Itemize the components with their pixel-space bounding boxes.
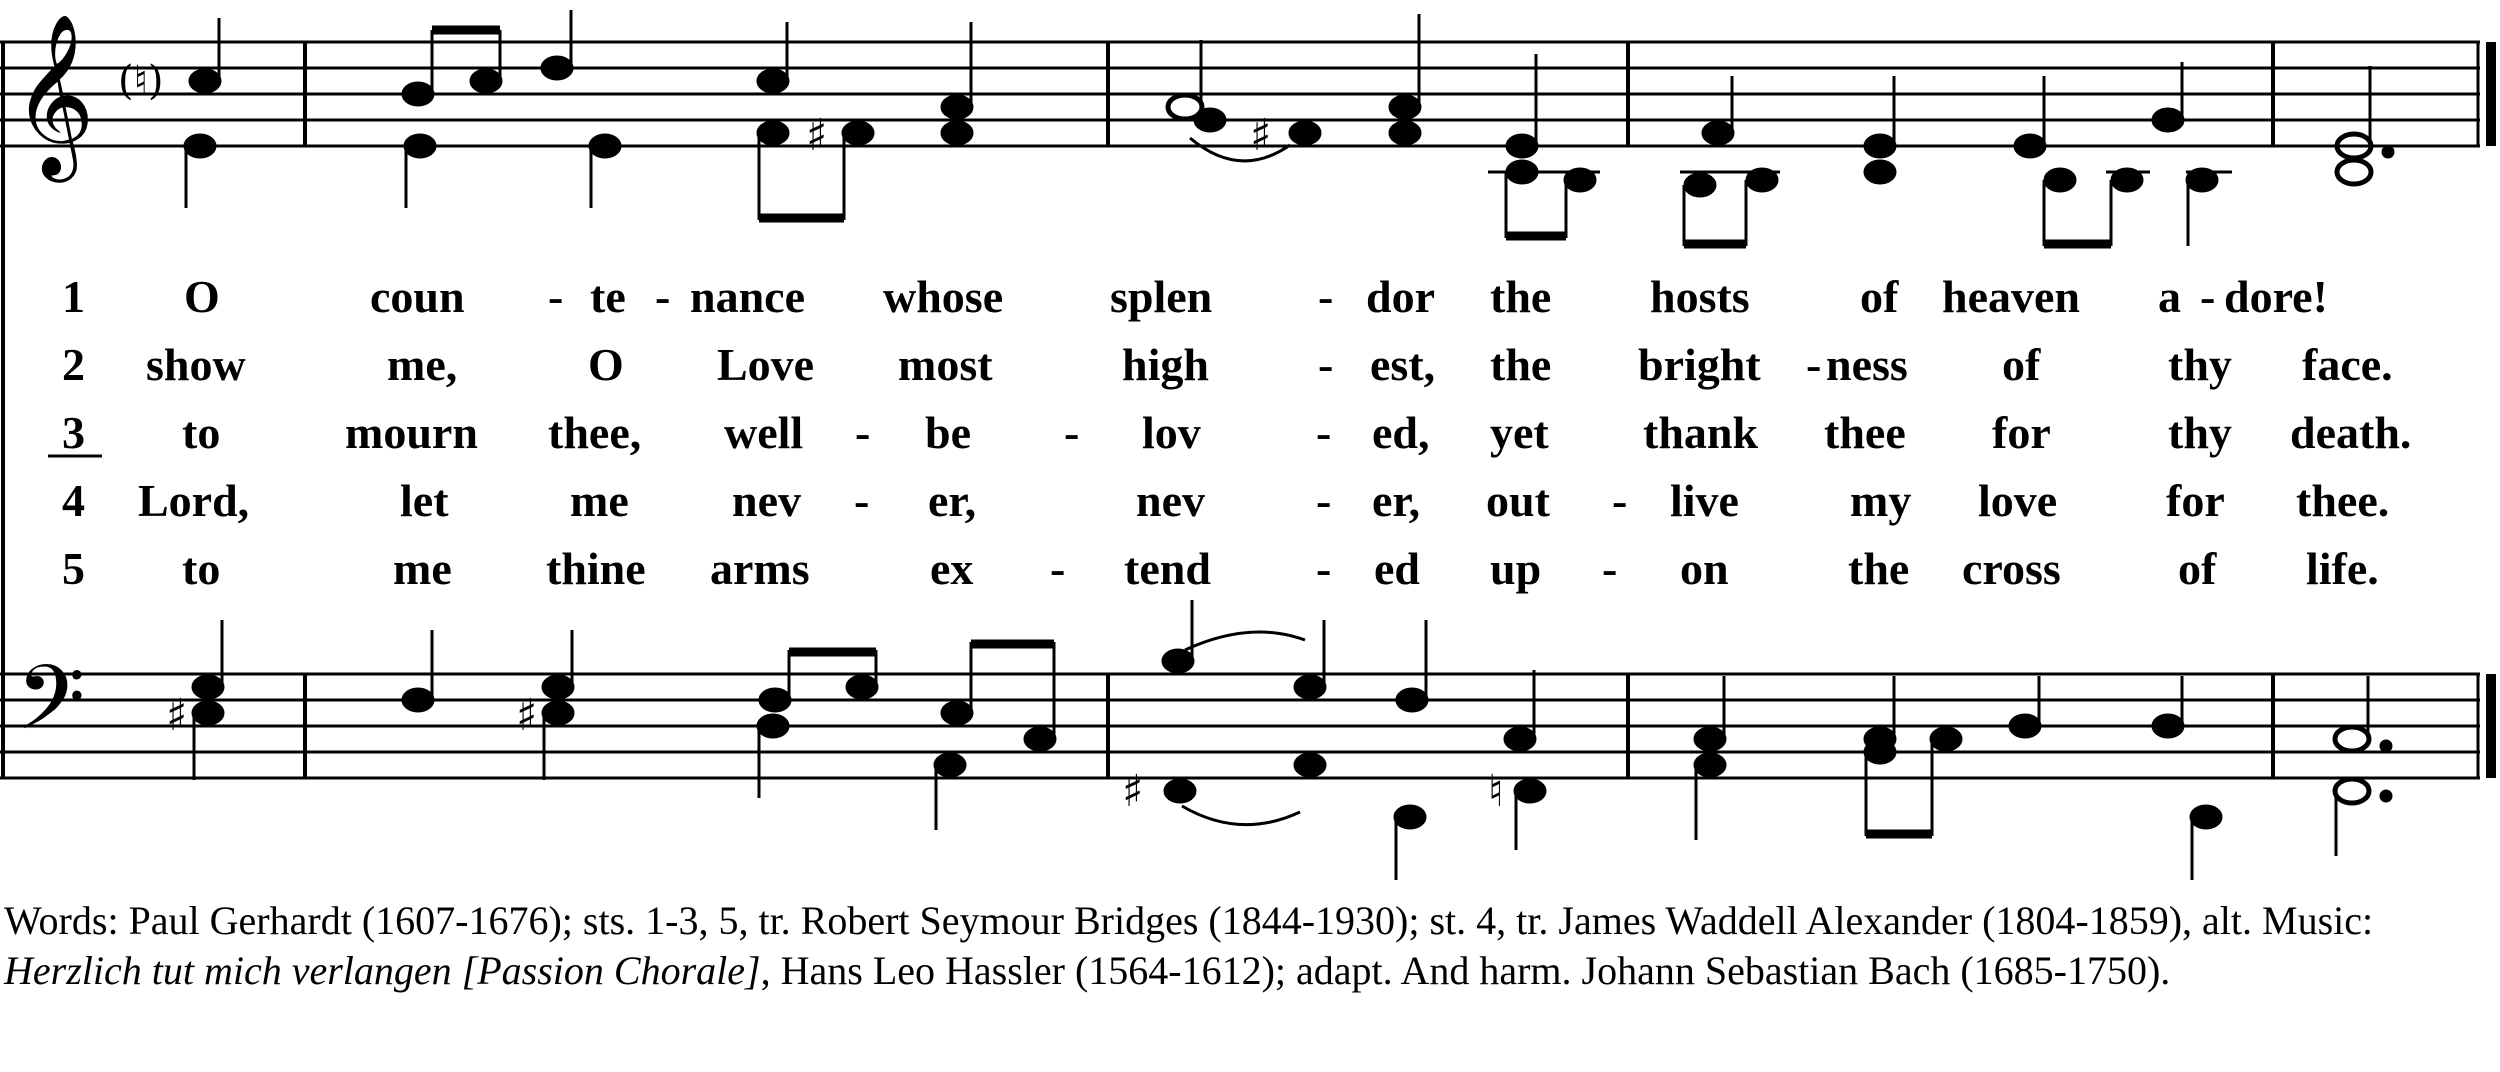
lyric-syllable: thy — [2168, 339, 2232, 390]
lyric-syllable: show — [146, 339, 246, 390]
lyric-syllable: me — [393, 543, 452, 594]
treble-staff — [0, 42, 2480, 146]
lyric-syllable: - — [1318, 271, 1334, 322]
lyric-syllable: - — [1612, 475, 1628, 526]
lyric-syllable: high — [1122, 339, 1209, 390]
lyric-syllable: let — [400, 475, 449, 526]
credits-words: Words: Paul Gerhardt (1607-1676); sts. 1-3, 5, tr. Robert Seymour Bridges (1844-1930); st. 4, tr. James Waddell Alexander (1804-1859), alt. Music: — [4, 898, 2374, 943]
sharp-icon: ♯ — [1250, 110, 1272, 161]
credits-music: , Hans Leo Hassler (1564-1612); adapt. And harm. Johann Sebastian Bach (1685-1750). — [760, 948, 2171, 993]
lyric-syllable: thank — [1643, 407, 1759, 458]
lyric-syllable: thee, — [548, 407, 642, 458]
stanza-number: 3 — [62, 407, 85, 458]
lyric-syllable: Love — [717, 339, 815, 390]
lyric-syllable: up — [1490, 543, 1542, 594]
lyric-syllable: - — [1316, 407, 1332, 458]
lyric-syllable: - — [1602, 543, 1618, 594]
lyric-syllable: lov — [1142, 407, 1201, 458]
lyric-syllable: cross — [1962, 543, 2061, 594]
lyric-syllable: my — [1850, 475, 1912, 526]
lyric-syllable: splen — [1110, 271, 1213, 322]
lyric-syllable: heaven — [1942, 271, 2080, 322]
lyric-syllable: ness — [1826, 339, 1908, 390]
lyric-syllable: O — [184, 271, 220, 322]
stanza-1 — [184, 271, 2328, 322]
stanza-4 — [138, 475, 2389, 526]
lyric-syllable: - — [1064, 407, 1080, 458]
lyric-syllable: ed, — [1372, 407, 1430, 458]
tune-name: Herzlich tut mich verlangen [Passion Chorale] — [4, 948, 761, 993]
lyric-syllable: thee. — [2296, 475, 2390, 526]
lyric-syllable: arms — [710, 543, 810, 594]
lyric-syllable: most — [898, 339, 993, 390]
lyric-syllable: of — [2178, 543, 2217, 594]
lyric-syllable: the — [1490, 271, 1552, 322]
lyric-syllable: of — [1860, 271, 1899, 322]
lyric-syllable: the — [1490, 339, 1552, 390]
lyric-syllable: - — [1050, 543, 1066, 594]
treble-clef-icon: 𝄞 — [12, 13, 95, 176]
lyric-syllable: - — [1806, 339, 1822, 390]
stanza-number: 4 — [62, 475, 85, 526]
stanza-5 — [182, 543, 2379, 594]
lyric-syllable: thee — [1824, 407, 1906, 458]
lyric-syllable: - — [548, 271, 564, 322]
lyric-syllable: est, — [1370, 339, 1436, 390]
lyric-syllable: nev — [732, 475, 801, 526]
lyric-syllable: whose — [883, 271, 1004, 322]
lyric-syllable: - — [1316, 475, 1332, 526]
lyric-syllable: mourn — [345, 407, 478, 458]
lyric-syllable: live — [1670, 475, 1739, 526]
lyric-syllable: for — [1992, 407, 2051, 458]
lyric-syllable: er, — [928, 475, 977, 526]
stanza-number: 5 — [62, 543, 85, 594]
lyric-syllable: bright — [1638, 339, 1761, 390]
lyric-syllable: ed — [1374, 543, 1420, 594]
stanza-2 — [146, 339, 2393, 390]
lyric-syllable: out — [1486, 475, 1550, 526]
lyric-syllable: life. — [2306, 543, 2379, 594]
lyric-syllable: - — [1316, 543, 1332, 594]
treble-notes — [185, 10, 2393, 246]
lyric-syllable: me — [570, 475, 629, 526]
lyric-syllable: face. — [2302, 339, 2393, 390]
lyric-syllable: a — [2158, 271, 2181, 322]
stanza-number: 1 — [62, 271, 85, 322]
lyric-syllable: er, — [1372, 475, 1421, 526]
lyric-syllable: dor — [1366, 271, 1435, 322]
hymn-credits — [4, 896, 2494, 996]
bass-clef-icon: 𝄢 — [16, 647, 86, 772]
lyric-syllable: yet — [1490, 407, 1549, 458]
sharp-icon: ♯ — [806, 110, 828, 161]
lyric-syllable: coun — [370, 271, 465, 322]
lyric-syllable: for — [2166, 475, 2225, 526]
lyrics — [48, 271, 2411, 594]
lyric-syllable: nance — [690, 271, 805, 322]
lyric-syllable: love — [1978, 475, 2058, 526]
lyric-syllable: me, — [387, 339, 458, 390]
lyric-syllable: ex — [930, 543, 974, 594]
lyric-syllable: - — [1318, 339, 1334, 390]
lyric-syllable: death. — [2290, 407, 2412, 458]
stanza-3 — [182, 407, 2411, 458]
lyric-syllable: - — [2200, 271, 2216, 322]
sharp-icon: ♯ — [1122, 766, 1144, 817]
natural-icon: ♮ — [1488, 766, 1504, 817]
lyric-syllable: thine — [546, 543, 646, 594]
lyric-syllable: tend — [1124, 543, 1211, 594]
bass-staff — [0, 674, 2480, 778]
sharp-icon: ♯ — [516, 690, 538, 741]
stanza-number: 2 — [62, 339, 85, 390]
lyric-syllable: hosts — [1650, 271, 1750, 322]
lyric-syllable: be — [925, 407, 971, 458]
lyric-syllable: O — [588, 339, 624, 390]
natural-sign-label: (♮) — [118, 58, 164, 104]
lyric-syllable: te — [590, 271, 626, 322]
lyric-syllable: nev — [1136, 475, 1205, 526]
lyric-syllable: on — [1680, 543, 1729, 594]
lyric-syllable: of — [2002, 339, 2041, 390]
lyric-syllable: dore! — [2224, 271, 2328, 322]
final-barline — [2478, 42, 2496, 778]
lyric-syllable: thy — [2168, 407, 2232, 458]
lyric-syllable: - — [655, 271, 671, 322]
lyric-syllable: well — [724, 407, 804, 458]
lyric-syllable: to — [182, 407, 221, 458]
lyric-syllable: - — [854, 475, 870, 526]
sharp-icon: ♯ — [166, 690, 188, 741]
lyric-syllable: - — [855, 407, 871, 458]
lyric-syllable: the — [1848, 543, 1910, 594]
lyric-syllable: Lord, — [138, 475, 250, 526]
lyric-syllable: to — [182, 543, 221, 594]
